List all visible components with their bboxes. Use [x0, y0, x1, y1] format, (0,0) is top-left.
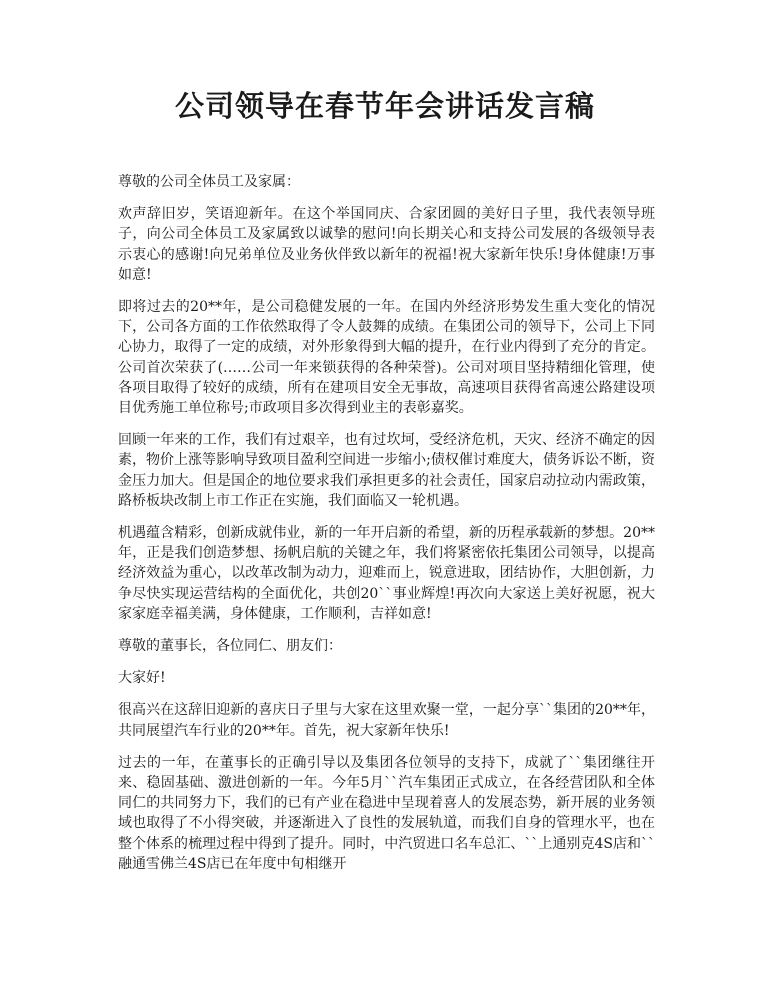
salutation-paragraph: 尊敬的公司全体员工及家属： — [118, 174, 300, 190]
body-paragraph: 回顾一年来的工作，我们有过艰辛，也有过坎坷，受经济危机，天灾、经济不确定的因素，物价上涨等影响导致项目盈利空间进一步缩小;债权催讨难度大，债务诉讼不断，资金压力加大。但是国企的地位要求我们承担更多的社会责任，国家启动拉动内需政策，路桥板块改制上市工作正在实施，我们面临又一轮机遇。 — [118, 432, 655, 509]
greeting-paragraph: 大家好! — [118, 670, 166, 687]
body-paragraph: 欢声辞旧岁，笑语迎新年。在这个举国同庆、合家团圆的美好日子里，我代表领导班子，向公司全体员工及家属致以诚挚的慰问!向长期关心和支持公司发展的各级领导表示衷心的感谢!向兄弟单位及业务伙伴致以新年的祝福!祝大家新年快乐!身体健康!万事如意! — [118, 206, 655, 283]
body-paragraph: 过去的一年，在董事长的正确引导以及集团各位领导的支持下，成就了``集团继往开来、稳固基础、激进创新的一年。今年5月``汽车集团正式成立，在各经营团队和全体同仁的共同努力下，我们的已有产业在稳进中呈现着喜人的发展态势，新开展的业务领域也取得了不小得突破，并逐渐进入了良性的发展轨道，而我们自身的管理水平，也在整个体系的梳理过程中得到了提升。同时，中汽贸进口名车总汇、``上通别克4S店和``融通雪佛兰4S店已在年度中旬相继开 — [118, 754, 655, 872]
body-paragraph: 机遇蕴含精彩，创新成就伟业，新的一年开启新的希望，新的历程承载新的梦想。20**年，正是我们创造梦想、扬帆启航的关键之年，我们将紧密依托集团公司领导，以提高经济效益为重心，以改革改制为动力，迎难而上，锐意进取，团结协作，大胆创新，力争尽快实现运营结构的全面优化，共创20``事业辉煌!再次向大家送上美好祝愿，祝大家家庭幸福美满，身体健康，工作顺利，吉祥如意! — [118, 525, 655, 622]
body-paragraph: 即将过去的20**年，是公司稳健发展的一年。在国内外经济形势发生重大变化的情况下，公司各方面的工作依然取得了令人鼓舞的成绩。在集团公司的领导下，公司上下同心协力，取得了一定的成绩，对外形象得到大幅的提升，在行业内得到了充分的肯定。公司首次荣获了(……公司一年来锁获得的各种荣誉)。公司对项目坚持精细化管理，使各项目取得了较好的成绩，所有在建项目安全无事故，高速项目获得省高速公路建设项目优秀施工单位称号;市政项目多次得到业主的表彰嘉奖。 — [118, 299, 655, 417]
document-body — [118, 172, 655, 886]
salutation-paragraph: 尊敬的董事长，各位同仁、朋友们： — [118, 638, 342, 655]
document-title: 公司领导在春节年会讲话发言稿 — [174, 89, 595, 123]
body-paragraph: 很高兴在这辞旧迎新的喜庆日子里与大家在这里欢聚一堂，一起分享``集团的20**年，共同展望汽车行业的20**年。首先，祝大家新年快乐! — [118, 702, 655, 739]
